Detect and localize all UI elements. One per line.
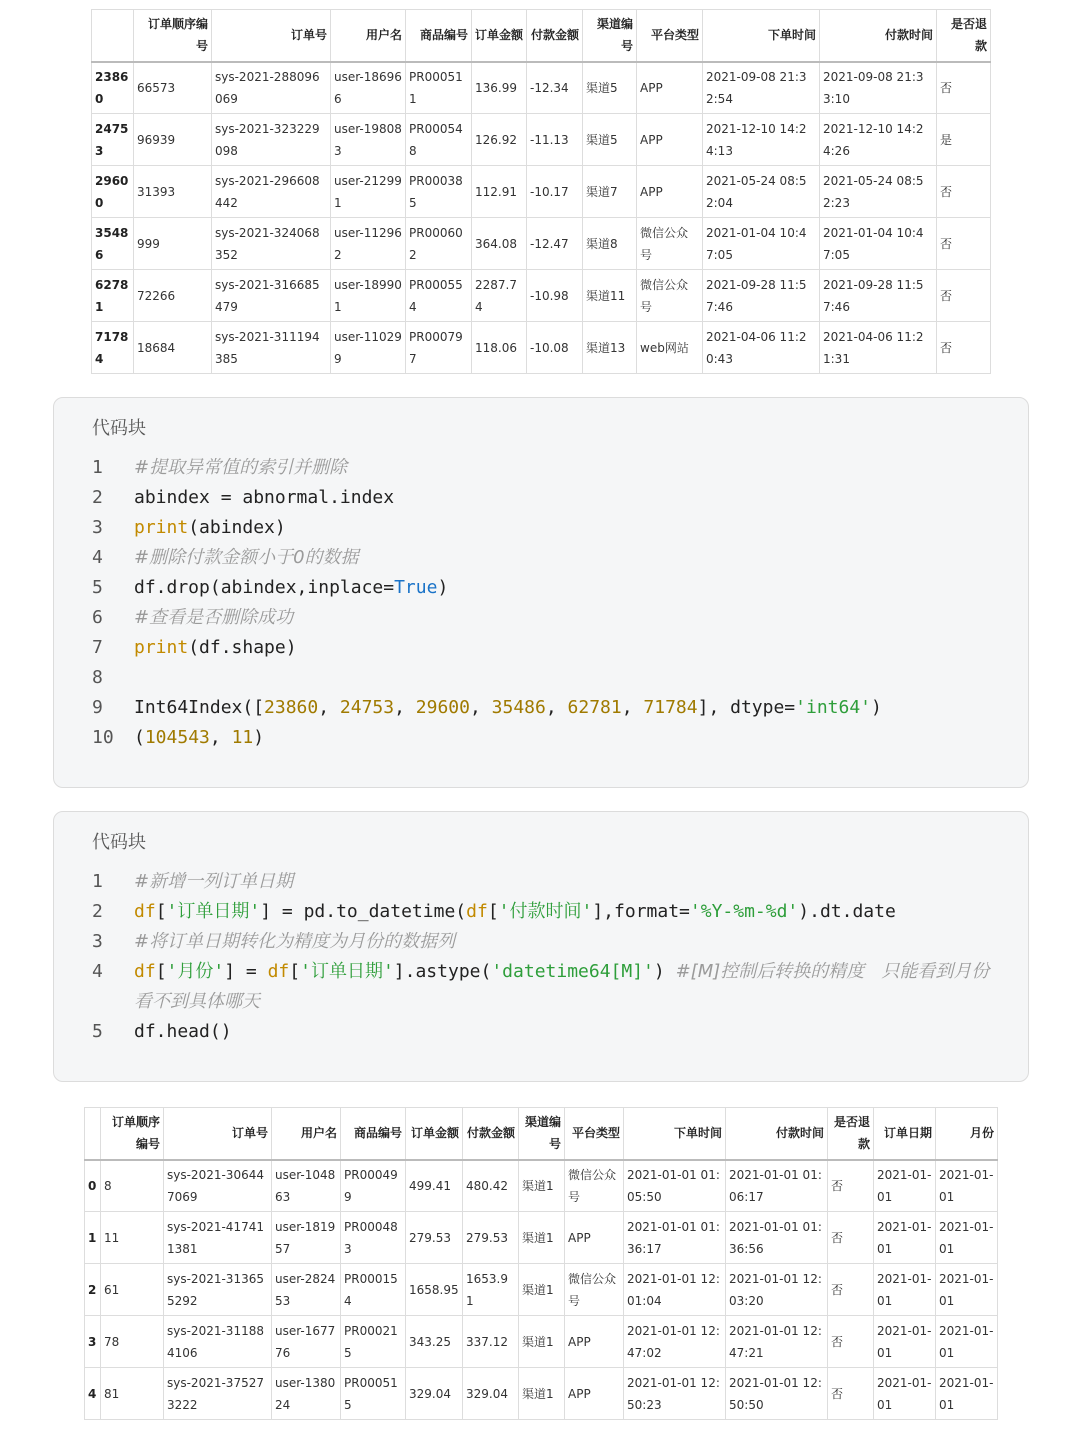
column-header: 订单号	[164, 1108, 272, 1160]
code-token: 35486	[491, 697, 546, 718]
table-cell: 8	[101, 1160, 164, 1212]
row-index: 71784	[92, 322, 134, 374]
table-cell: 渠道1	[519, 1212, 565, 1264]
table-cell: 渠道5	[583, 114, 637, 166]
column-header: 下单时间	[624, 1108, 726, 1160]
table-cell: 2021-01-01	[874, 1316, 936, 1368]
column-header: 付款金额	[527, 10, 583, 62]
table-cell: 微信公众号	[637, 218, 703, 270]
code-token: [	[155, 901, 167, 922]
table-cell: 2021-09-28 11:57:46	[703, 270, 820, 322]
index-header	[85, 1108, 101, 1160]
code-token: print	[134, 517, 189, 538]
table-cell: -10.98	[527, 270, 583, 322]
code-token: (	[134, 727, 145, 748]
table-cell: 2021-01-01 12:03:20	[726, 1264, 828, 1316]
code-token: 'datetime64[M]'	[491, 961, 654, 982]
code-token: 'int64'	[795, 697, 872, 718]
table-cell: 渠道7	[583, 166, 637, 218]
table-cell: 2021-01-01 12:50:23	[624, 1368, 726, 1420]
code-text	[134, 633, 1004, 663]
table-cell: 279.53	[406, 1212, 463, 1264]
code-text	[134, 927, 1004, 957]
code-text	[134, 603, 1004, 633]
table-cell: 2021-01-01	[874, 1264, 936, 1316]
table-cell: sys-2021-296608442	[212, 166, 331, 218]
line-number: 2	[92, 487, 103, 508]
table-cell: PR000385	[406, 166, 472, 218]
table-cell: 337.12	[463, 1316, 519, 1368]
code-token: ,	[209, 727, 232, 748]
table-cell: 2021-01-01	[936, 1264, 998, 1316]
code-text	[134, 723, 1004, 753]
table-cell: sys-2021-288096069	[212, 62, 331, 114]
table-cell: 2021-01-01 01:06:17	[726, 1160, 828, 1212]
table-header-row	[92, 10, 991, 62]
table-cell: sys-2021-316685479	[212, 270, 331, 322]
code-token: (abindex)	[188, 517, 286, 538]
code-text	[134, 483, 1004, 513]
table-cell: 2021-01-01	[874, 1368, 936, 1420]
line-number: 1	[92, 457, 103, 478]
table-cell: 2021-12-10 14:24:13	[703, 114, 820, 166]
code-token: '月份'	[166, 961, 225, 982]
code-token: ,	[318, 697, 340, 718]
table-row	[92, 218, 991, 270]
table-cell: user-186966	[331, 62, 406, 114]
code-token: 104543	[144, 727, 210, 748]
table-cell: 18684	[134, 322, 212, 374]
line-number: 4	[92, 961, 103, 982]
code-comment: #[M]控制后转换的精度 只能看到月份 看不到具体哪天	[134, 961, 996, 1012]
code-line	[54, 927, 1028, 957]
code-token: )	[253, 727, 265, 748]
column-header: 订单顺序编号	[134, 10, 212, 62]
column-header: 订单号	[212, 10, 331, 62]
code-line	[54, 543, 1028, 573]
table-cell: PR000548	[406, 114, 472, 166]
table-cell: PR000154	[341, 1264, 406, 1316]
code-text	[134, 897, 1004, 927]
code-token: 11	[231, 727, 254, 748]
code-token: ,	[469, 697, 492, 718]
table-header-row	[85, 1108, 998, 1160]
code-text	[134, 1017, 1004, 1047]
column-header: 月份	[936, 1108, 998, 1160]
table-cell: sys-2021-375273222	[164, 1368, 272, 1420]
table-cell: 329.04	[463, 1368, 519, 1420]
table-cell: 否	[937, 62, 991, 114]
code-token: 29600	[415, 697, 470, 718]
code-line	[54, 957, 1028, 1017]
column-header: 用户名	[331, 10, 406, 62]
table-cell: 2021-01-01 01:36:17	[624, 1212, 726, 1264]
table-cell: user-167776	[272, 1316, 341, 1368]
table-cell: APP	[565, 1368, 624, 1420]
code-line	[54, 897, 1028, 927]
table-cell: 渠道1	[519, 1368, 565, 1420]
code-block-title: 代码块	[92, 832, 146, 853]
table-cell: 否	[937, 166, 991, 218]
code-comment: #将订单日期转化为精度为月份的数据列	[134, 931, 456, 952]
table-cell: PR000215	[341, 1316, 406, 1368]
table-cell: user-104863	[272, 1160, 341, 1212]
code-token: 23860	[264, 697, 319, 718]
table-cell: 2021-01-01	[936, 1316, 998, 1368]
table-cell: -12.34	[527, 62, 583, 114]
row-index: 0	[85, 1160, 101, 1212]
table-cell: 2021-09-08 21:32:54	[703, 62, 820, 114]
column-header: 付款金额	[463, 1108, 519, 1160]
code-block-add-date-columns	[53, 811, 1029, 1082]
table-cell: -11.13	[527, 114, 583, 166]
df-head-table	[84, 1107, 998, 1420]
table-cell: 渠道11	[583, 270, 637, 322]
table-cell: 渠道1	[519, 1316, 565, 1368]
line-number: 9	[92, 697, 103, 718]
column-header: 渠道编号	[583, 10, 637, 62]
table-cell: PR000602	[406, 218, 472, 270]
table-cell: 136.99	[472, 62, 527, 114]
code-token: ].astype(	[393, 961, 492, 982]
abnormal-rows-table	[91, 9, 991, 374]
table-row	[92, 114, 991, 166]
table-cell: 2021-09-28 11:57:46	[820, 270, 937, 322]
column-header: 商品编号	[341, 1108, 406, 1160]
table-cell: 2021-01-01	[936, 1160, 998, 1212]
table-cell: 2021-04-06 11:21:31	[820, 322, 937, 374]
table-cell: 渠道13	[583, 322, 637, 374]
line-number: 8	[92, 667, 103, 688]
column-header: 订单日期	[874, 1108, 936, 1160]
table-cell: 2021-01-01 12:47:02	[624, 1316, 726, 1368]
column-header: 平台类型	[637, 10, 703, 62]
table-cell: 61	[101, 1264, 164, 1316]
table-cell: 118.06	[472, 322, 527, 374]
row-index: 24753	[92, 114, 134, 166]
table-cell: 微信公众号	[565, 1160, 624, 1212]
table-cell: user-282453	[272, 1264, 341, 1316]
code-token: df	[134, 901, 156, 922]
table-cell: 480.42	[463, 1160, 519, 1212]
code-text	[134, 957, 1004, 1017]
table-cell: user-138024	[272, 1368, 341, 1420]
table-cell: 2021-01-01 12:50:50	[726, 1368, 828, 1420]
column-header: 订单金额	[406, 1108, 463, 1160]
code-comment: #查看是否删除成功	[134, 607, 294, 628]
table-cell: APP	[637, 114, 703, 166]
code-line	[54, 453, 1028, 483]
code-token: ).dt.date	[798, 901, 896, 922]
table-cell: 微信公众号	[637, 270, 703, 322]
code-line	[54, 513, 1028, 543]
column-header: 是否退款	[828, 1108, 874, 1160]
code-comment: #提取异常值的索引并删除	[134, 457, 348, 478]
table-cell: 2021-01-01 01:36:56	[726, 1212, 828, 1264]
table-cell: PR000515	[341, 1368, 406, 1420]
table-cell: 2021-01-04 10:47:05	[820, 218, 937, 270]
table-row	[92, 322, 991, 374]
line-number: 3	[92, 931, 103, 952]
table-cell: 2021-01-01	[936, 1212, 998, 1264]
line-number: 10	[92, 727, 114, 748]
table-cell: 否	[828, 1264, 874, 1316]
code-token: )	[653, 961, 676, 982]
table-cell: 66573	[134, 62, 212, 114]
code-token: 24753	[339, 697, 395, 718]
row-index: 62781	[92, 270, 134, 322]
column-header: 平台类型	[565, 1108, 624, 1160]
line-number: 4	[92, 547, 103, 568]
code-text	[134, 453, 1004, 483]
code-line	[54, 633, 1028, 663]
table-cell: 2021-01-01 12:47:21	[726, 1316, 828, 1368]
table-cell: 96939	[134, 114, 212, 166]
row-index: 3	[85, 1316, 101, 1368]
table-cell: APP	[565, 1212, 624, 1264]
code-token: print	[134, 637, 189, 658]
line-number: 2	[92, 901, 103, 922]
table-row	[92, 62, 991, 114]
code-token: 71784	[643, 697, 698, 718]
code-line	[54, 1017, 1028, 1047]
code-token: [	[155, 961, 167, 982]
column-header: 付款时间	[726, 1108, 828, 1160]
table-cell: 499.41	[406, 1160, 463, 1212]
line-number: 5	[92, 1021, 103, 1042]
line-number: 3	[92, 517, 103, 538]
table-row	[85, 1316, 998, 1368]
column-header: 用户名	[272, 1108, 341, 1160]
code-token: '付款时间'	[498, 901, 593, 922]
table-row	[85, 1212, 998, 1264]
row-index: 29600	[92, 166, 134, 218]
code-comment: #新增一列订单日期	[134, 871, 294, 892]
code-token: ,	[545, 697, 568, 718]
table-cell: 1653.91	[463, 1264, 519, 1316]
code-token: True	[394, 577, 438, 598]
code-token: df.drop(abindex,inplace=	[134, 577, 395, 598]
table-cell: 78	[101, 1316, 164, 1368]
table-cell: 2021-01-01	[936, 1368, 998, 1420]
column-header: 渠道编号	[519, 1108, 565, 1160]
column-header: 订单顺序编号	[101, 1108, 164, 1160]
code-text	[134, 693, 1004, 723]
table-cell: sys-2021-324068352	[212, 218, 331, 270]
code-lines	[54, 867, 1028, 1047]
table-row	[92, 166, 991, 218]
table-row	[92, 270, 991, 322]
row-index: 23860	[92, 62, 134, 114]
table-cell: user-189901	[331, 270, 406, 322]
line-number: 6	[92, 607, 103, 628]
table-cell: 2021-01-01 12:01:04	[624, 1264, 726, 1316]
code-token: ],format=	[592, 901, 690, 922]
table-cell: 329.04	[406, 1368, 463, 1420]
table-cell: sys-2021-417411381	[164, 1212, 272, 1264]
code-token: df	[267, 961, 290, 982]
code-block-drop-abnormal	[53, 397, 1029, 788]
table-cell: PR000483	[341, 1212, 406, 1264]
table-cell: 渠道1	[519, 1264, 565, 1316]
table-cell: APP	[637, 62, 703, 114]
table-cell: user-181957	[272, 1212, 341, 1264]
table-cell: 否	[828, 1316, 874, 1368]
index-header	[92, 10, 134, 62]
code-token: [	[289, 961, 301, 982]
table-cell: 否	[828, 1212, 874, 1264]
table-cell: 279.53	[463, 1212, 519, 1264]
table-cell: user-212991	[331, 166, 406, 218]
table-cell: 否	[937, 218, 991, 270]
table-cell: sys-2021-313655292	[164, 1264, 272, 1316]
table-row	[85, 1160, 998, 1212]
code-line	[54, 867, 1028, 897]
table-cell: 2021-01-04 10:47:05	[703, 218, 820, 270]
code-token: df	[134, 961, 156, 982]
table-cell: PR000554	[406, 270, 472, 322]
table-cell: 364.08	[472, 218, 527, 270]
code-text	[134, 573, 1004, 603]
table-cell: 是	[937, 114, 991, 166]
table-cell: 999	[134, 218, 212, 270]
table-cell: user-198083	[331, 114, 406, 166]
table-cell: -10.08	[527, 322, 583, 374]
table-cell: 微信公众号	[565, 1264, 624, 1316]
code-line	[54, 693, 1028, 723]
code-token: 62781	[567, 697, 622, 718]
table-row	[85, 1368, 998, 1420]
table-cell: 2021-01-01	[874, 1212, 936, 1264]
table-cell: 2021-01-01 01:05:50	[624, 1160, 726, 1212]
code-line	[54, 723, 1028, 753]
table-cell: web网站	[637, 322, 703, 374]
code-text	[134, 543, 1004, 573]
row-index: 2	[85, 1264, 101, 1316]
table-cell: 渠道8	[583, 218, 637, 270]
table-cell: sys-2021-311194385	[212, 322, 331, 374]
code-token: '订单日期'	[166, 901, 261, 922]
table-cell: 1658.95	[406, 1264, 463, 1316]
code-token: df.head()	[134, 1021, 232, 1042]
table-cell: 2021-12-10 14:24:26	[820, 114, 937, 166]
row-index: 4	[85, 1368, 101, 1420]
code-line	[54, 483, 1028, 513]
code-token: )	[871, 697, 882, 718]
row-index: 35486	[92, 218, 134, 270]
table-cell: 81	[101, 1368, 164, 1420]
code-token: '%Y-%m-%d'	[689, 901, 799, 922]
code-token: df	[466, 901, 488, 922]
column-header: 商品编号	[406, 10, 472, 62]
table-cell: 2021-01-01	[874, 1160, 936, 1212]
table-cell: -12.47	[527, 218, 583, 270]
table-cell: sys-2021-323229098	[212, 114, 331, 166]
row-index: 1	[85, 1212, 101, 1264]
code-text	[134, 513, 1004, 543]
table-cell: 72266	[134, 270, 212, 322]
table-cell: 渠道5	[583, 62, 637, 114]
table-cell: user-112962	[331, 218, 406, 270]
code-line	[54, 663, 1028, 693]
column-header: 订单金额	[472, 10, 527, 62]
column-header: 下单时间	[703, 10, 820, 62]
code-token: ] = pd.to_datetime(	[260, 901, 467, 922]
table-cell: 11	[101, 1212, 164, 1264]
code-token: ,	[621, 697, 644, 718]
table-cell: 2287.74	[472, 270, 527, 322]
table-cell: 126.92	[472, 114, 527, 166]
code-token: '订单日期'	[300, 961, 394, 982]
code-block-title: 代码块	[92, 418, 146, 439]
table-cell: APP	[565, 1316, 624, 1368]
table-cell: user-110299	[331, 322, 406, 374]
table-cell: 31393	[134, 166, 212, 218]
table-cell: 2021-04-06 11:20:43	[703, 322, 820, 374]
table-cell: APP	[637, 166, 703, 218]
code-token: ,	[394, 697, 416, 718]
code-lines	[54, 453, 1028, 753]
table-cell: sys-2021-311884106	[164, 1316, 272, 1368]
table-cell: sys-2021-306447069	[164, 1160, 272, 1212]
table-cell: PR000797	[406, 322, 472, 374]
code-comment: #删除付款金额小于0的数据	[134, 547, 359, 568]
code-token: abindex = abnormal.index	[134, 487, 395, 508]
column-header: 是否退款	[937, 10, 991, 62]
table-cell: 否	[937, 270, 991, 322]
table-cell: 否	[828, 1368, 874, 1420]
code-text	[134, 867, 1004, 897]
table-row	[85, 1264, 998, 1316]
table-cell: 2021-05-24 08:52:04	[703, 166, 820, 218]
table-cell: 否	[937, 322, 991, 374]
column-header: 付款时间	[820, 10, 937, 62]
table-cell: 2021-05-24 08:52:23	[820, 166, 937, 218]
table-cell: 渠道1	[519, 1160, 565, 1212]
line-number: 1	[92, 871, 103, 892]
code-token: ], dtype=	[697, 697, 796, 718]
code-token: (df.shape)	[188, 637, 297, 658]
table-cell: 112.91	[472, 166, 527, 218]
table-cell: 343.25	[406, 1316, 463, 1368]
code-line	[54, 603, 1028, 633]
line-number: 7	[92, 637, 103, 658]
table-cell: -10.17	[527, 166, 583, 218]
table-cell: PR000511	[406, 62, 472, 114]
code-line	[54, 573, 1028, 603]
code-token: [	[487, 901, 499, 922]
code-token: Int64Index([	[134, 697, 265, 718]
table-cell: PR000499	[341, 1160, 406, 1212]
code-token: ] =	[224, 961, 268, 982]
table-cell: 否	[828, 1160, 874, 1212]
table-cell: 2021-09-08 21:33:10	[820, 62, 937, 114]
line-number: 5	[92, 577, 103, 598]
code-token: )	[437, 577, 449, 598]
